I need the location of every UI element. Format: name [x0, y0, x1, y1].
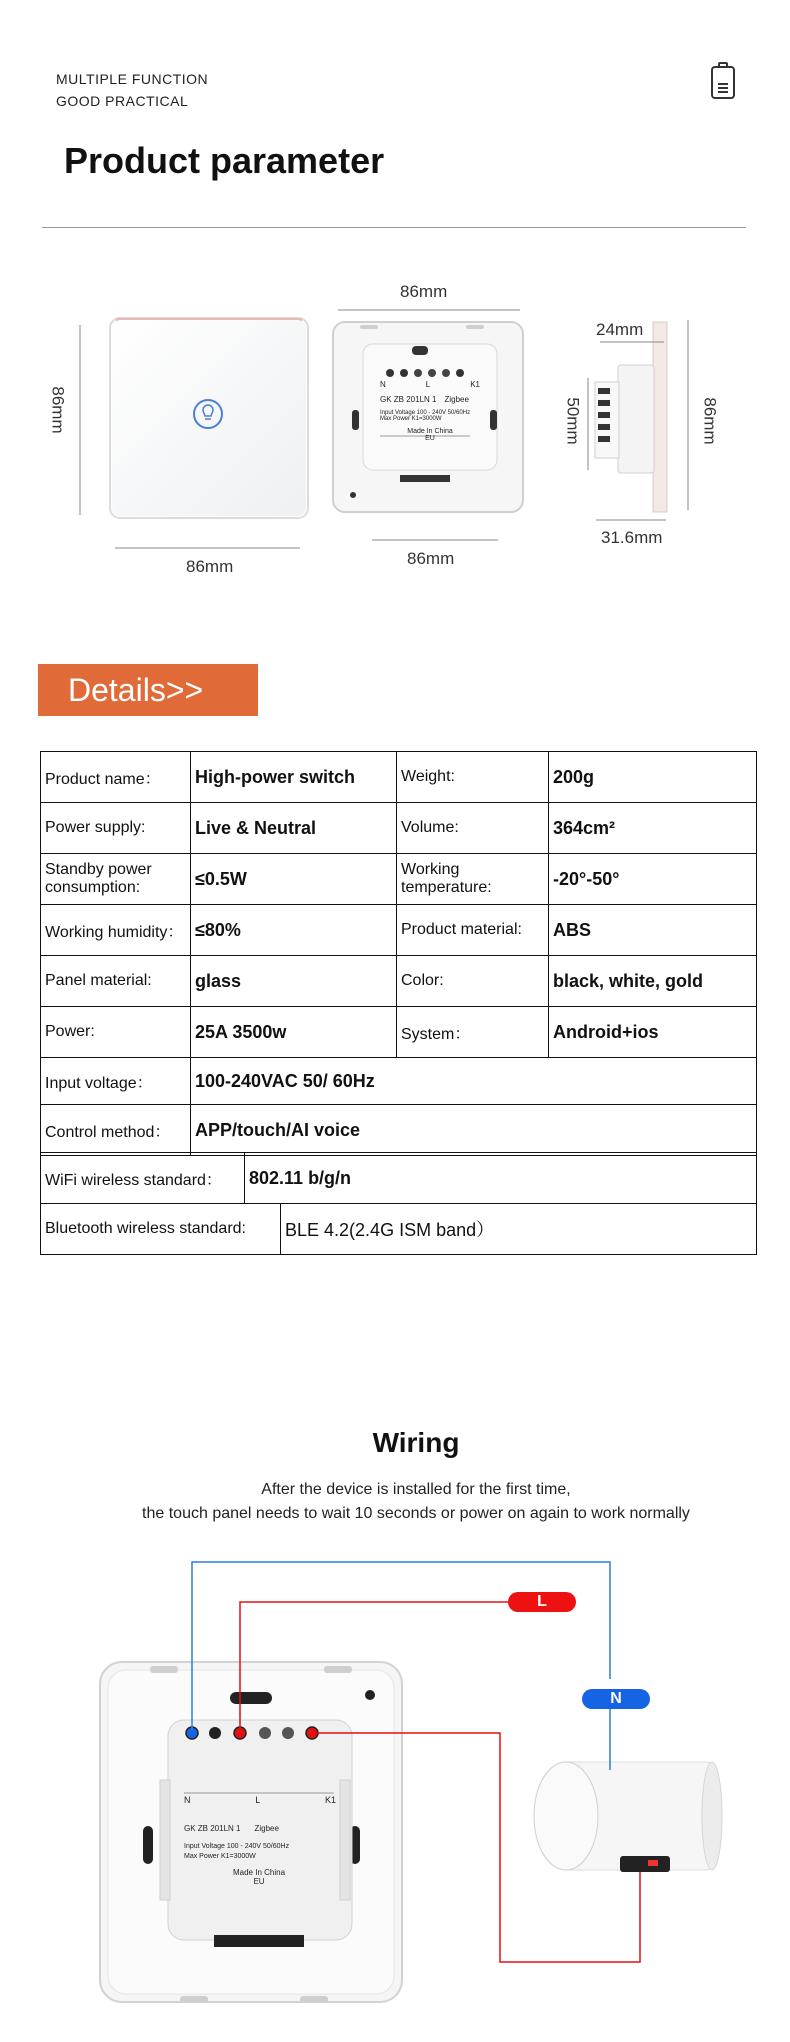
- dimension-diagram: [0, 270, 790, 600]
- table-cell-value: black, white, gold: [549, 956, 757, 1007]
- spec-table-wireless: [40, 1152, 757, 1204]
- table-cell-label: Power:: [41, 1007, 191, 1058]
- table-cell-label: Panel material:: [41, 956, 191, 1007]
- table-row: [41, 1058, 757, 1105]
- table-row: [41, 854, 757, 905]
- wiring-diagram: [0, 1560, 790, 2030]
- spec-table: [40, 751, 757, 1156]
- neutral-wire-badge: N: [582, 1689, 650, 1709]
- table-cell-label: Weight:: [397, 752, 549, 803]
- table-cell-value: glass: [191, 956, 397, 1007]
- table-cell-value: Android+ios: [549, 1007, 757, 1058]
- table-cell-label: Control method：: [41, 1105, 191, 1156]
- wiring-note-line-2: the touch panel needs to wait 10 seconds or power on again to work normally: [142, 1505, 690, 1522]
- table-cell-label: Working temperature:: [397, 854, 549, 905]
- battery-icon: [710, 62, 736, 105]
- table-cell-value: APP/touch/AI voice: [191, 1105, 757, 1156]
- terminal-l: L: [425, 380, 431, 389]
- wiring-title: Wiring: [372, 1427, 460, 1458]
- wiring-input-voltage-text: Input Voltage 100 - 240V 50/60Hz: [184, 1843, 290, 1850]
- mark-text: EU: [425, 435, 435, 442]
- table-cell-value: Live & Neutral: [191, 803, 397, 854]
- wiring-mark-text: EU: [253, 1877, 265, 1886]
- wiring-note-line-1: After the device is installed for the first time,: [261, 1481, 571, 1498]
- table-cell-label: Volume:: [397, 803, 549, 854]
- table-cell-label: System：: [397, 1007, 549, 1058]
- table-cell-label: WiFi wireless standard：: [41, 1153, 245, 1204]
- table-row: [41, 1105, 757, 1156]
- table-cell-value: -20°-50°: [549, 854, 757, 905]
- table-cell-label: Standby power consumption:: [41, 854, 191, 905]
- table-cell-value: 364cm²: [549, 803, 757, 854]
- max-power-text: Max Power K1=3000W: [380, 416, 442, 422]
- side-view-drawing: [595, 322, 667, 512]
- back-label: [380, 380, 480, 442]
- terminal-k1: K1: [470, 380, 480, 389]
- wiring-max-power-text: Max Power K1=3000W: [184, 1853, 256, 1860]
- front-width-label: 86mm: [186, 557, 234, 576]
- wiring-back-details: [184, 1824, 334, 1886]
- back-width-bottom-label: 86mm: [407, 549, 455, 568]
- table-cell-label: Product material:: [397, 905, 549, 956]
- table-cell-value: BLE 4.2(2.4G ISM band）: [281, 1204, 757, 1255]
- page-title: Product parameter: [64, 140, 385, 181]
- front-panel-drawing: [110, 318, 308, 518]
- divider: [42, 227, 746, 228]
- water-heater-drawing: [534, 1762, 722, 1872]
- table-cell-label: Bluetooth wireless standard:: [41, 1204, 281, 1255]
- table-row: [41, 803, 757, 854]
- table-cell-value: ≤0.5W: [191, 854, 397, 905]
- table-cell-value: 802.11 b/g/n: [245, 1153, 757, 1204]
- wiring-terminal-n: N: [184, 1795, 191, 1805]
- wiring-back-label: [184, 1795, 336, 1805]
- made-in-text: Made In China: [407, 428, 453, 435]
- side-depth-bottom-label: 31.6mm: [601, 528, 663, 547]
- table-cell-label: Working humidity：: [41, 905, 191, 956]
- table-row: [41, 1153, 757, 1204]
- details-banner: Details>>: [38, 664, 258, 716]
- spec-table-bluetooth: [40, 1203, 757, 1255]
- side-depth-top-label: 24mm: [596, 320, 644, 339]
- table-cell-value: 100-240VAC 50/ 60Hz: [191, 1058, 757, 1105]
- wiring-protocol-text: Zigbee: [254, 1824, 279, 1833]
- live-wire-badge: L: [508, 1592, 576, 1612]
- tagline-line-2: GOOD PRACTICAL: [56, 93, 189, 109]
- wiring-made-in-text: Made In China: [232, 1868, 286, 1877]
- wiring-note: [0, 1478, 790, 1526]
- table-cell-label: Input voltage：: [41, 1058, 191, 1105]
- table-cell-value: 25A 3500w: [191, 1007, 397, 1058]
- table-row: [41, 752, 757, 803]
- front-height-label: 86mm: [48, 386, 68, 434]
- table-cell-value: High-power switch: [191, 752, 397, 803]
- wiring-svg: [0, 1560, 790, 2030]
- table-cell-value: ABS: [549, 905, 757, 956]
- table-cell-label: Product name：: [41, 752, 191, 803]
- input-voltage-text: Input Voltage 100 - 240V 50/60Hz: [380, 410, 471, 416]
- table-cell-label: Color:: [397, 956, 549, 1007]
- table-cell-value: ≤80%: [191, 905, 397, 956]
- protocol-text: Zigbee: [444, 395, 469, 404]
- back-width-top-label: 86mm: [400, 282, 448, 301]
- table-row: [41, 905, 757, 956]
- wiring-terminal-k1: K1: [324, 1795, 336, 1805]
- table-cell-label: Power supply:: [41, 803, 191, 854]
- table-row: [41, 1007, 757, 1058]
- model-text: GK ZB 201LN 1: [380, 395, 437, 404]
- table-row: [41, 1204, 757, 1255]
- side-total-height-label: 86mm: [700, 397, 720, 445]
- table-row: [41, 956, 757, 1007]
- wiring-model-text: GK ZB 201LN 1: [184, 1824, 241, 1833]
- wiring-terminal-l: L: [255, 1795, 261, 1805]
- terminal-n: N: [380, 380, 386, 389]
- tagline-line-1: MULTIPLE FUNCTION: [56, 71, 209, 87]
- table-cell-value: 200g: [549, 752, 757, 803]
- tagline: [56, 68, 208, 112]
- side-body-height-label: 50mm: [563, 397, 583, 445]
